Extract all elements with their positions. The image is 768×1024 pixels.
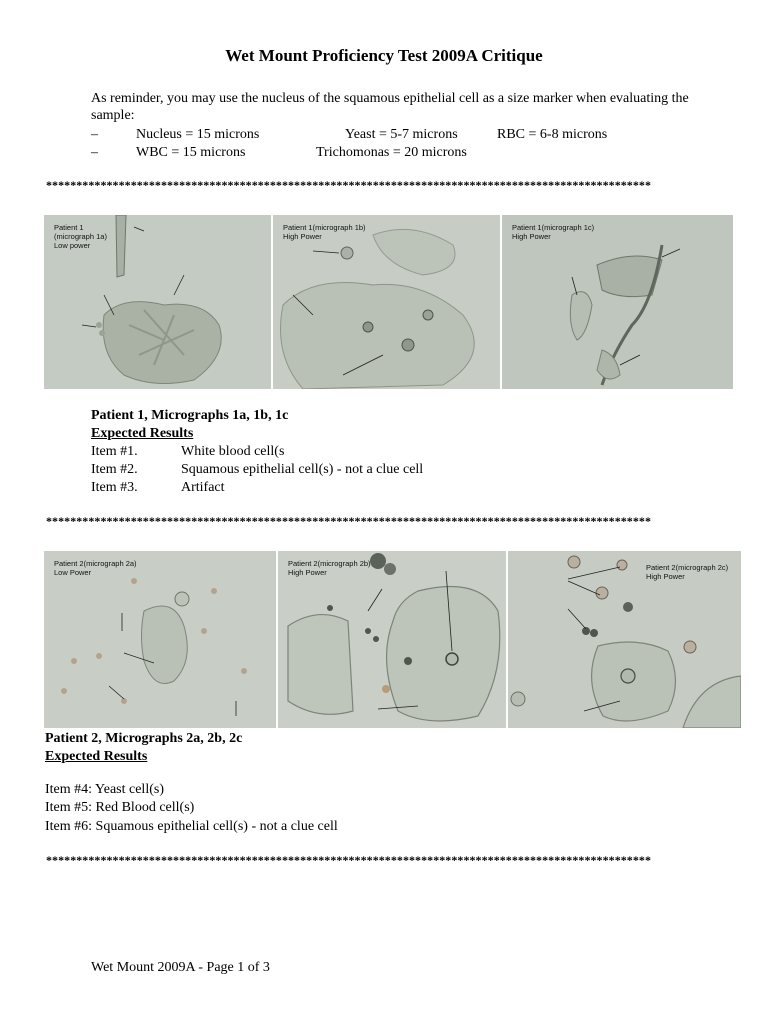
separator-2: **************************************************************************************************** (46, 514, 651, 528)
micrograph-caption: Patient 1(micrograph 1b) High Power (283, 223, 366, 241)
micrograph-2b (278, 551, 506, 728)
micrograph-2b-image (278, 551, 506, 728)
micrograph-caption: Patient 1 (micrograph 1a) Low power (54, 223, 107, 250)
patient2-item: Item #4: Yeast cell(s) (45, 782, 164, 797)
patient2-expected-heading: Expected Results (45, 749, 148, 764)
page-title: Wet Mount Proficiency Test 2009A Critique (225, 46, 543, 65)
size-row-dash: – (91, 145, 98, 160)
patient1-item-row (91, 479, 731, 497)
patient2-item: Item #5: Red Blood cell(s) (45, 800, 195, 815)
size-nucleus: Nucleus = 15 microns (136, 127, 260, 142)
separator-1: **************************************************************************************************** (46, 178, 651, 192)
patient1-item-row (91, 443, 731, 461)
micrograph-1b (273, 215, 500, 389)
size-yeast: Yeast = 5-7 microns (345, 127, 458, 142)
micrograph-1b-image (273, 215, 500, 389)
micrograph-caption: Patient 1(micrograph 1c) High Power (512, 223, 595, 241)
patient1-heading: Patient 1, Micrographs 1a, 1b, 1c (91, 408, 289, 423)
item-key: Item #2. (91, 462, 138, 477)
page-footer: Wet Mount 2009A - Page 1 of 3 (91, 960, 270, 975)
item-value: Squamous epithelial cell(s) - not a clue cell (181, 462, 424, 477)
micrograph-caption: Patient 2(micrograph 2a) Low Power (54, 559, 137, 577)
patient2-item: Item #6: Squamous epithelial cell(s) - not a clue cell (45, 819, 338, 834)
micrograph-caption: Patient 2(micrograph 2c) High Power (646, 563, 729, 581)
size-trichomonas: Trichomonas = 20 microns (316, 145, 467, 160)
intro-paragraph: As reminder, you may use the nucleus of the squamous epithelial cell as a size marker when evaluating the sample: (91, 91, 689, 123)
patient1-item-row (91, 461, 731, 479)
separator-3: **************************************************************************************************** (46, 853, 651, 867)
size-wbc: WBC = 15 microns (136, 145, 246, 160)
micrograph-2a-image (44, 551, 276, 728)
micrograph-1c-image (502, 215, 733, 389)
micrograph-1a (44, 215, 271, 389)
micrograph-2c (508, 551, 741, 728)
patient1-expected-heading: Expected Results (91, 426, 194, 441)
size-rbc: RBC = 6-8 microns (497, 127, 608, 142)
item-key: Item #1. (91, 444, 138, 459)
item-key: Item #3. (91, 480, 138, 495)
size-row-dash: – (91, 127, 98, 142)
size-row-2 (91, 144, 731, 161)
item-value: White blood cell(s (181, 444, 285, 459)
micrograph-caption: Patient 2(micrograph 2b) High Power (288, 559, 371, 577)
item-value: Artifact (181, 480, 225, 495)
size-row-1 (91, 126, 731, 143)
patient2-heading: Patient 2, Micrographs 2a, 2b, 2c (45, 731, 243, 746)
micrograph-2a (44, 551, 276, 728)
micrograph-1c (502, 215, 733, 389)
